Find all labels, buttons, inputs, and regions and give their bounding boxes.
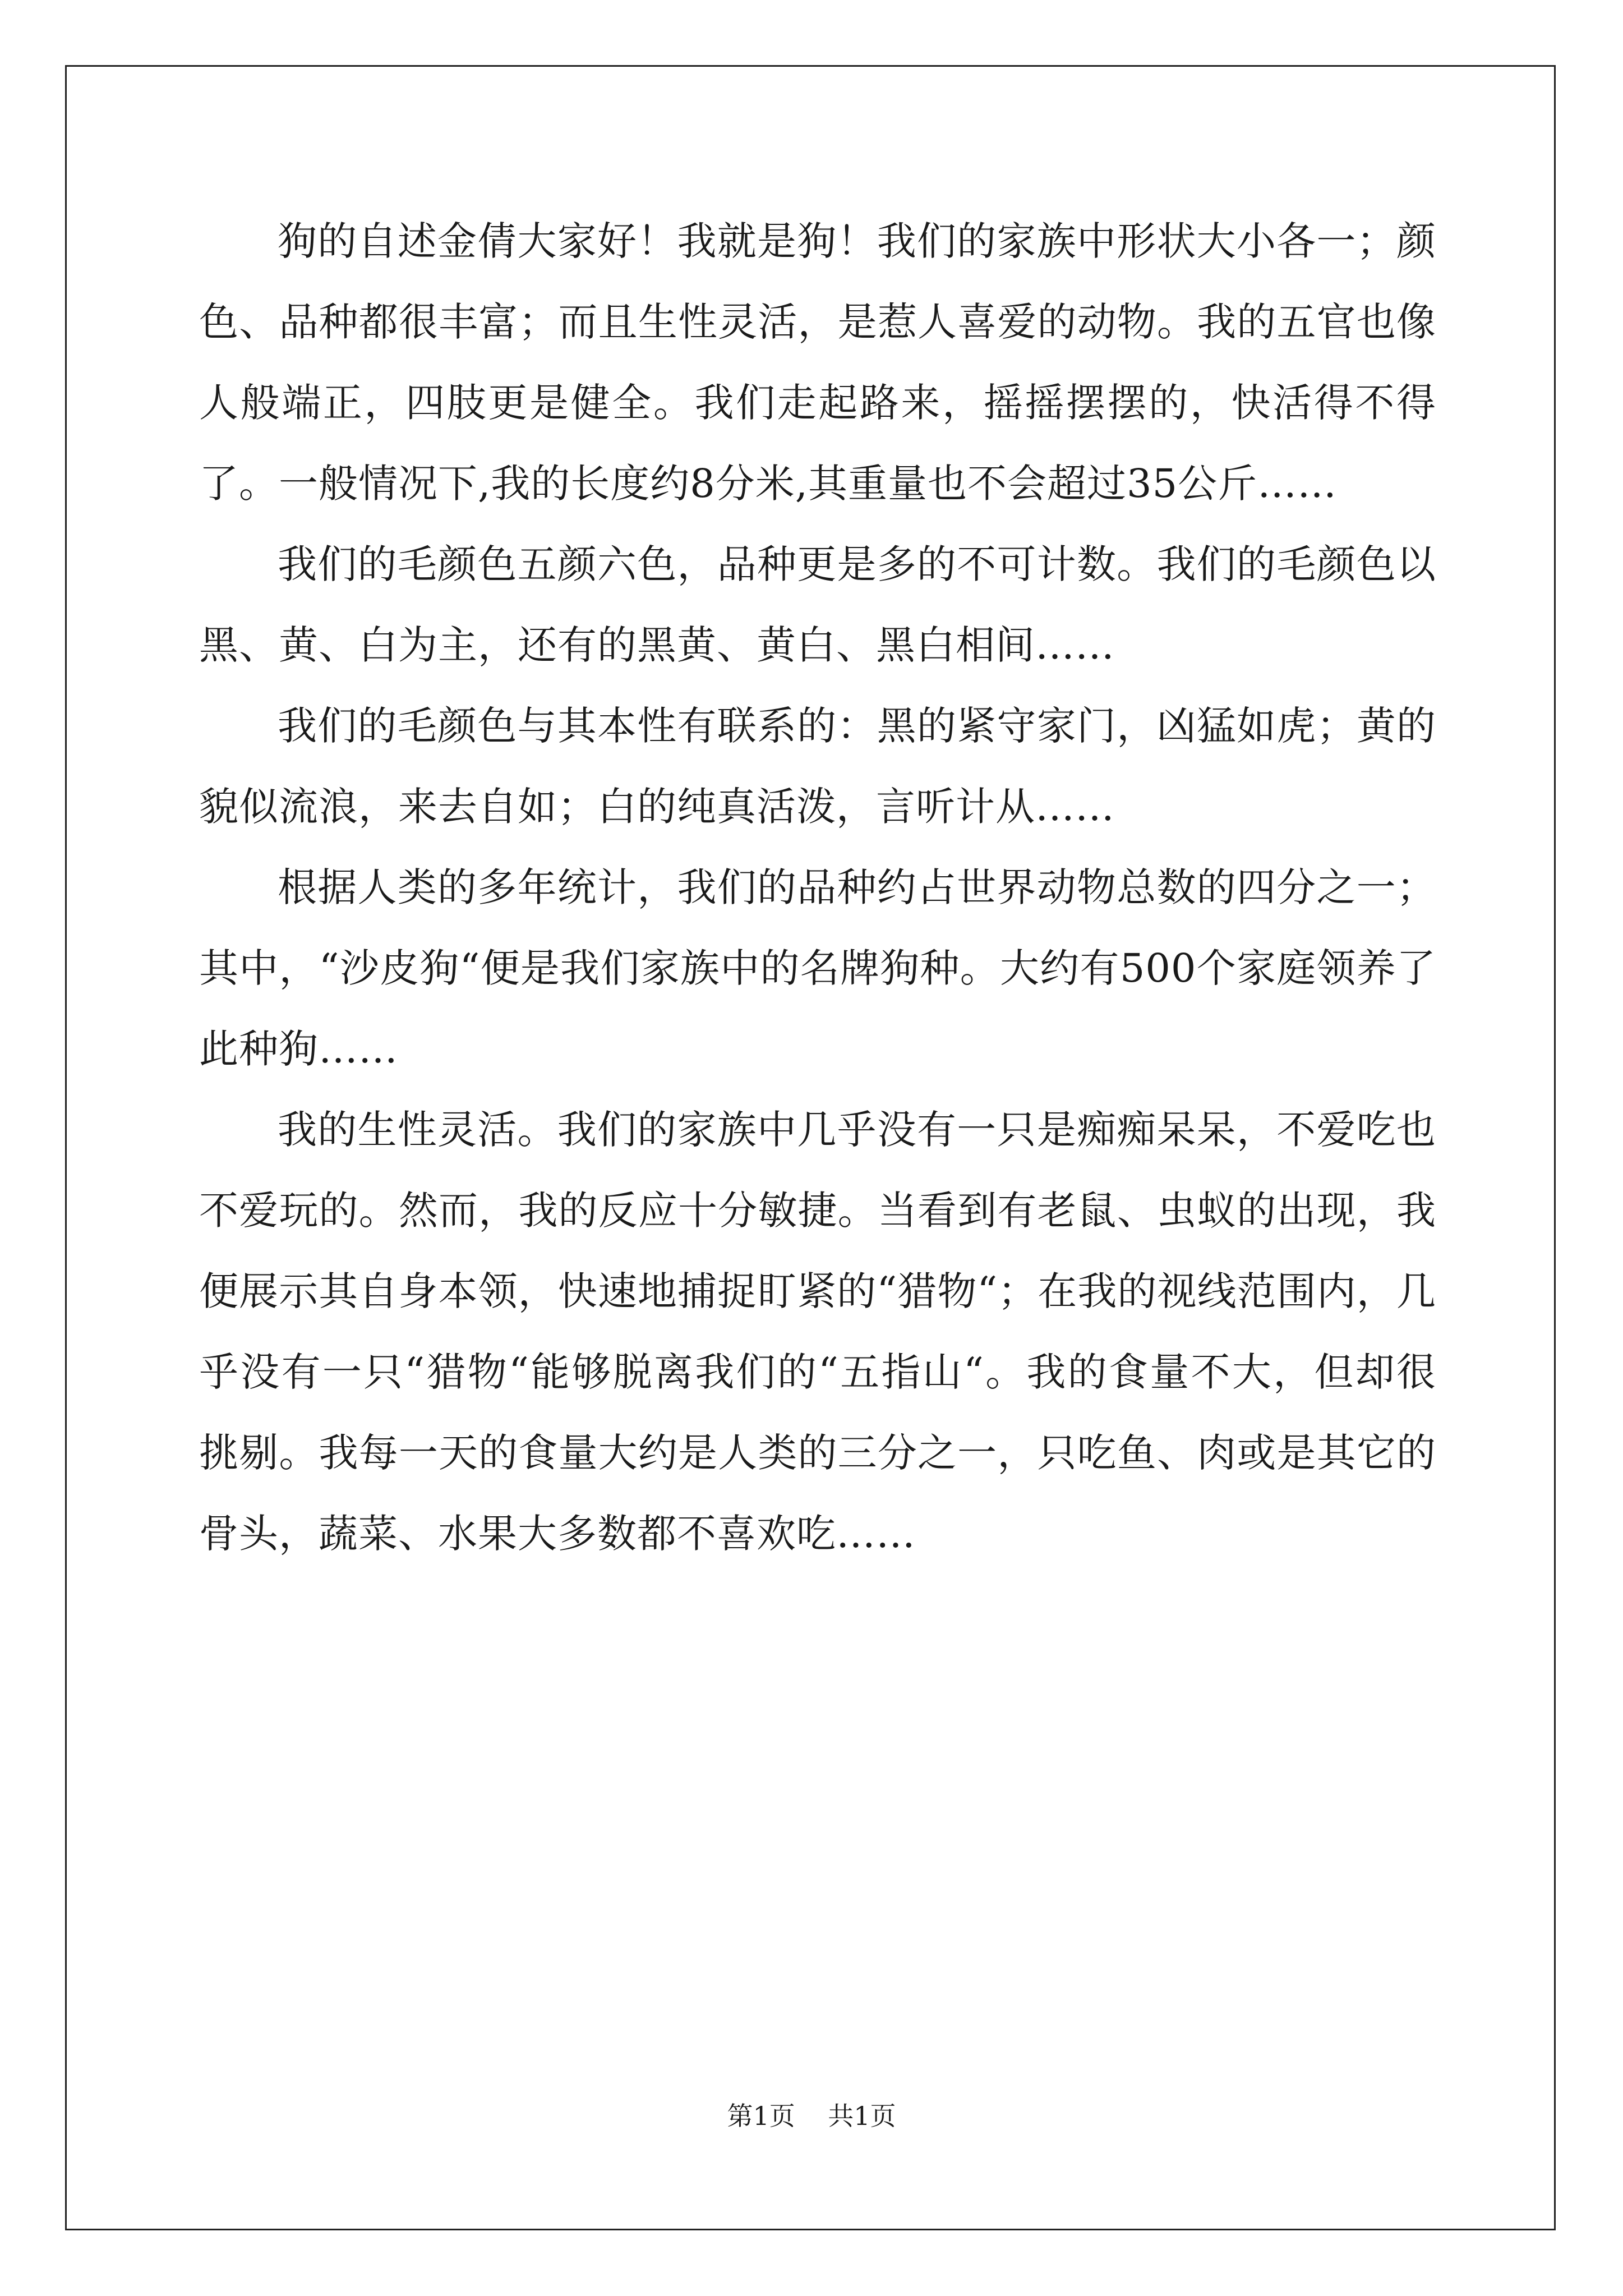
page-total: 共1页 <box>828 2101 896 2131</box>
paragraph-2: 我们的毛颜色五颜六色，品种更是多的不可计数。我们的毛颜色以黑、黄、白为主，还有的黑黄、黄白、黑白相间…… <box>199 541 1436 668</box>
paragraph-4: 根据人类的多年统计，我们的品种约占世界动物总数的四分之一；其中，“沙皮狗“便是我们家族中的名牌狗种。大约有500个家庭领养了此种狗…… <box>199 864 1436 1072</box>
paragraph-1: 狗的自述金倩大家好！我就是狗！我们的家族中形状大小各一；颜色、品种都很丰富；而且生性灵活，是惹人喜爱的动物。我的五官也像人般端正，四肢更是健全。我们走起路来，摇摇摆摆的，快活得不得了。一般情况下,我的长度约8分米,其重量也不会超过35公斤…… <box>199 218 1436 507</box>
page-number: 第1页 <box>727 2101 795 2131</box>
document-body <box>199 201 1436 1574</box>
paragraph-5: 我的生性灵活。我们的家族中几乎没有一只是痴痴呆呆，不爱吃也不爱玩的。然而，我的反应十分敏捷。当看到有老鼠、虫蚁的出现，我便展示其自身本领，快速地捕捉盯紧的“猎物“；在我的视线范围内，几乎没有一只“猎物“能够脱离我们的“五指山“。我的食量不大，但却很挑剔。我每一天的食量大约是人类的三分之一，只吃鱼、肉或是其它的骨头，蔬菜、水果大多数都不喜欢吃…… <box>199 1107 1436 1557</box>
page-footer <box>0 2099 1623 2133</box>
paragraph-3: 我们的毛颜色与其本性有联系的：黑的紧守家门，凶猛如虎；黄的貌似流浪，来去自如；白的纯真活泼，言听计从…… <box>199 703 1436 830</box>
